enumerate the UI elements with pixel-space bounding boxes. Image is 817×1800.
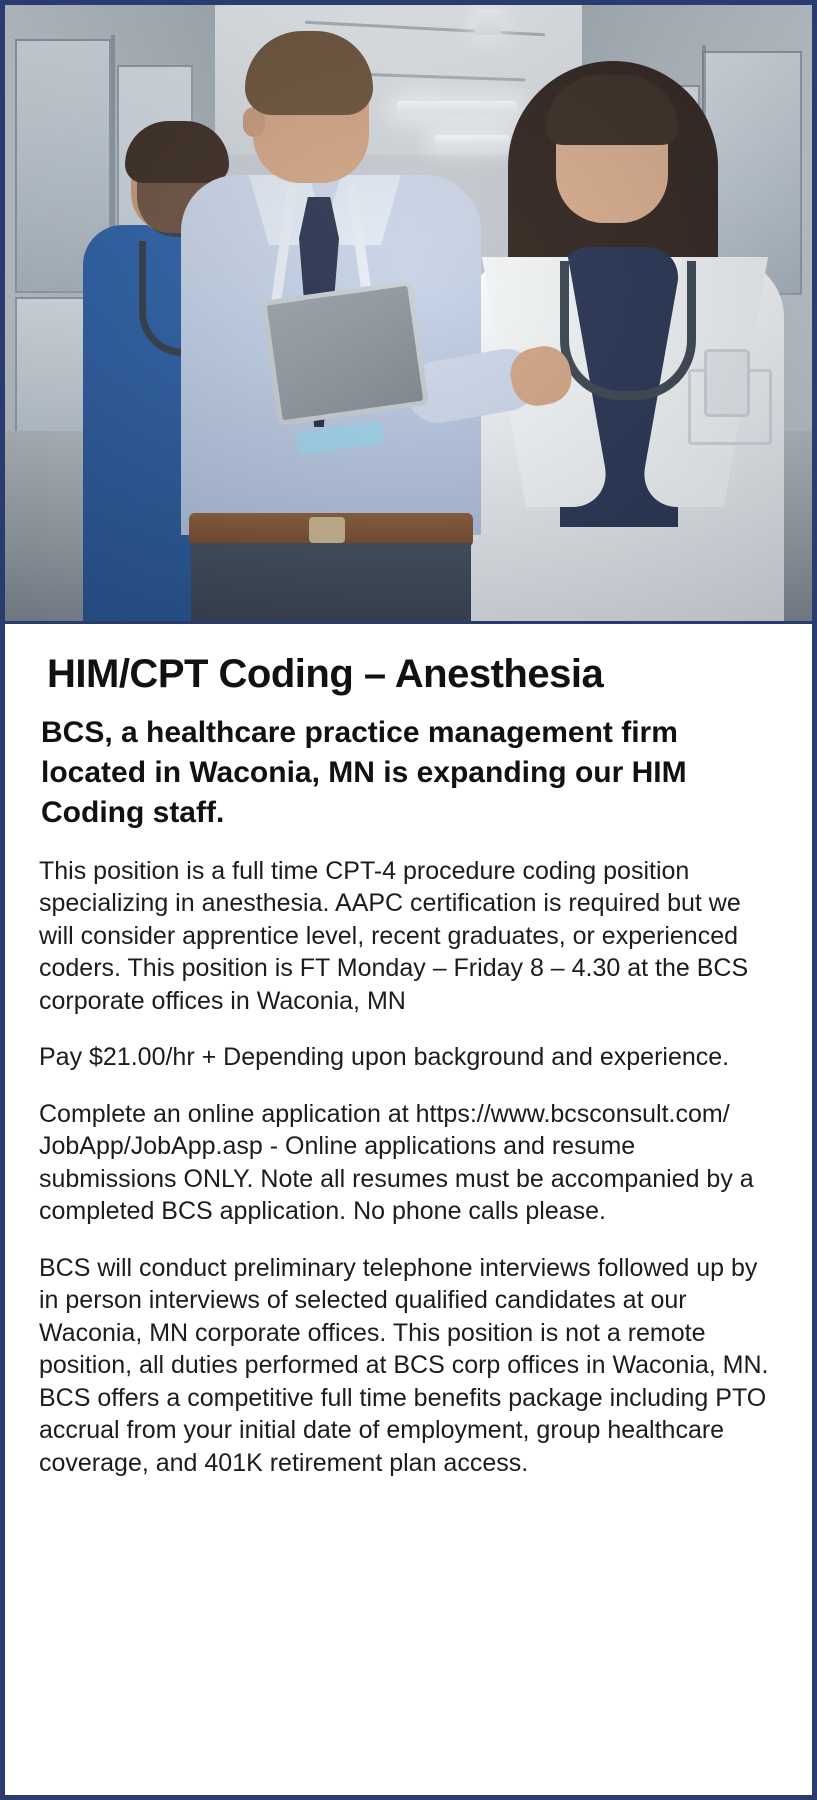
page-title: HIM/CPT Coding – Anesthesia xyxy=(47,652,604,696)
ad-paragraph-pay: Pay $21.00/hr + Depending upon background and experience. xyxy=(39,1043,730,1072)
ad-paragraph-process: BCS will conduct preliminary telephone interviews followed up by in person interviews of selected qualified candidates at our Waconia, MN corporate offices. This position is not a remote position, all duties performed at BCS corp offices in Waconia, MN. BCS offers a competitive full time benefits package including PTO accrual from your initial date of employment, group healthcare coverage, and 401K retirement plan access. xyxy=(39,1253,769,1477)
ad-content xyxy=(5,624,812,1479)
ad-paragraph-application: Complete an online application at https://www.bcsconsult.com/ JobApp/JobApp.asp - Online applications and resume submissions ONLY. Note all resumes must be accompanied by a completed BCS application. No phone calls please. xyxy=(39,1099,754,1226)
tablet-device xyxy=(261,280,429,426)
ad-paragraph-1: This position is a full time CPT-4 procedure coding position specializing in anesthesia. AAPC certification is required but we will consider apprentice level, recent graduates, or experienced coders. This position is FT Monday – Friday 8 – 4.30 at the BCS corporate offices in Waconia, MN xyxy=(39,856,749,1015)
header-photo xyxy=(5,5,812,624)
hospital-corridor-image xyxy=(5,5,812,621)
ad-subtitle: BCS, a healthcare practice management firm located in Waconia, MN is expanding our HIM Coding staff. xyxy=(41,716,687,829)
person-in-lab-coat xyxy=(464,61,784,621)
